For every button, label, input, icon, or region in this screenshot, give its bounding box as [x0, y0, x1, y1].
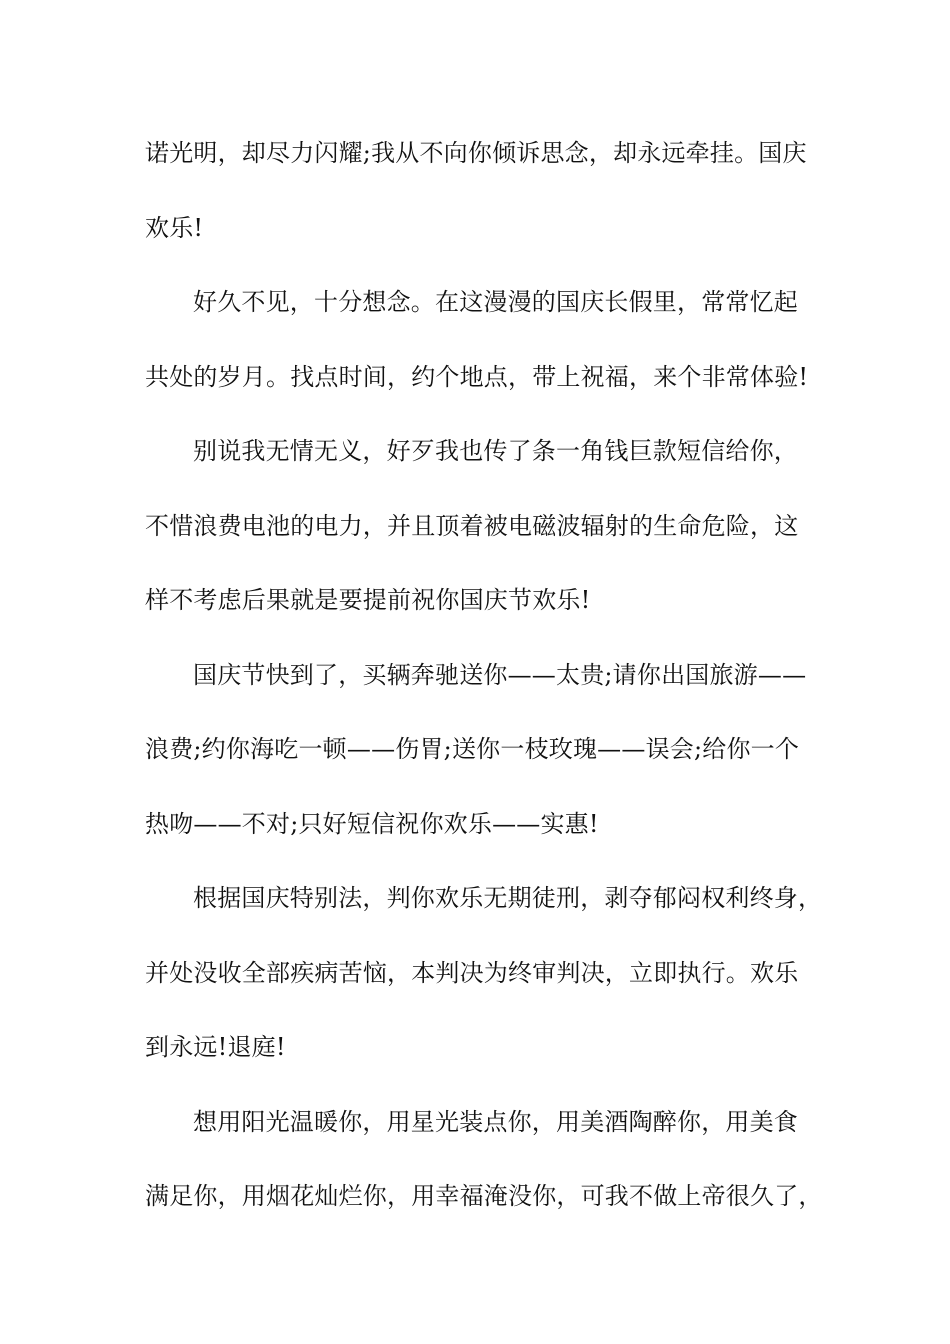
- text-line: 国庆节快到了，买辆奔驰送你——太贵;请你出国旅游——: [193, 660, 807, 689]
- text-line: 想用阳光温暖你，用星光装点你，用美酒陶醉你，用美食: [193, 1107, 798, 1136]
- text-line: 满足你，用烟花灿烂你，用幸福淹没你，可我不做上帝很久了，: [145, 1182, 823, 1210]
- body-text: [145, 128, 823, 1246]
- text-line: 根据国庆特别法，判你欢乐无期徒刑，剥夺郁闷权利终身，: [193, 884, 823, 912]
- text-line: 浪费;约你海吃一顿——伤胃;送你一枝玫瑰——误会;给你一个: [145, 735, 800, 763]
- text-line: 不惜浪费电池的电力，并且顶着被电磁波辐射的生命危险，这: [145, 511, 799, 540]
- text-line: 诺光明，却尽力闪耀;我从不向你倾诉思念，却永远牵挂。国庆: [145, 139, 807, 167]
- text-line: 共处的岁月。找点时间，约个地点，带上祝福，来个非常体验!: [145, 362, 809, 391]
- text-line: 并处没收全部疾病苦恼，本判决为终审判决，立即执行。欢乐: [145, 958, 799, 987]
- text-line: 样不考虑后果就是要提前祝你国庆节欢乐!: [145, 586, 591, 614]
- text-line: 别说我无情无义，好歹我也传了条一角钱巨款短信给你，: [193, 437, 798, 465]
- text-line: 好久不见，十分想念。在这漫漫的国庆长假里，常常忆起: [193, 288, 798, 316]
- text-line: 热吻——不对;只好短信祝你欢乐——实惠!: [145, 809, 599, 838]
- text-line: 到永远!退庭!: [145, 1033, 286, 1061]
- text-line: 欢乐!: [145, 213, 204, 242]
